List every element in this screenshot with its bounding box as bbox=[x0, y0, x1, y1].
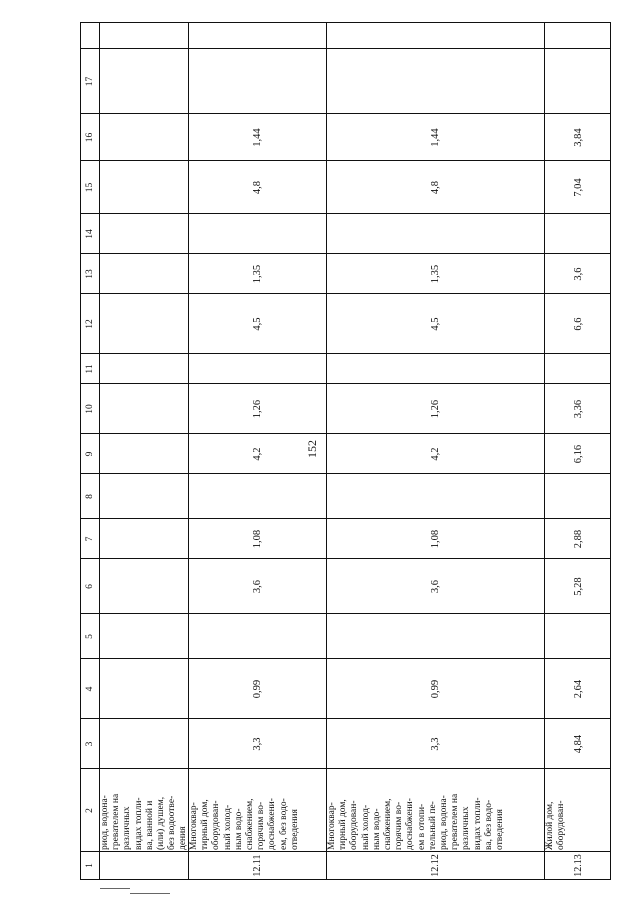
table-cell: 3,6 bbox=[429, 579, 441, 594]
table-cell: 1,35 bbox=[251, 264, 263, 284]
table-cell: 3,36 bbox=[572, 399, 584, 419]
column-header: 4 bbox=[85, 686, 95, 692]
column-header: 15 bbox=[85, 182, 95, 193]
column-header: 6 bbox=[85, 584, 95, 589]
table-cell: 1,35 bbox=[429, 264, 441, 284]
table-cell: 4,8 bbox=[251, 180, 263, 195]
scan-mark bbox=[100, 888, 130, 889]
table-cell: 5,28 bbox=[572, 577, 584, 596]
table-cell: 2,88 bbox=[572, 529, 584, 549]
column-header: 11 bbox=[85, 364, 95, 374]
row-description: Многоквар- тирный дом, оборудован- ный холод- ным водо- снабжением, горячим во- доснабжени- ем, без водо- отведения bbox=[189, 798, 300, 850]
scan-mark bbox=[130, 893, 170, 894]
column-header: 14 bbox=[85, 229, 95, 239]
table-cell: 4,2 bbox=[251, 447, 263, 461]
table-cell: 6,16 bbox=[572, 444, 584, 464]
table-cell: 3,6 bbox=[572, 267, 584, 281]
table-cell: 4,5 bbox=[429, 317, 441, 331]
column-header: 17 bbox=[85, 76, 95, 87]
table-cell: 6,6 bbox=[572, 317, 584, 331]
column-header: 2 bbox=[85, 808, 95, 813]
table-cell: 1,26 bbox=[251, 399, 263, 419]
row-description: Многоквар- тирный дом, оборудован- ный холод- ным водо- снабжением, горячим во- доснабжени- ем в отопи- тельный пе- риод, водона- гревателем на различных видах топли- ва, без водо- отведения bbox=[327, 793, 506, 850]
column-divider bbox=[81, 48, 610, 49]
row-number: 12.13 bbox=[572, 854, 584, 877]
table-cell: 3,3 bbox=[251, 737, 263, 751]
table-cell: 2,64 bbox=[572, 679, 584, 699]
row-number: 12.11 bbox=[251, 854, 263, 877]
table-cell: 3,84 bbox=[572, 128, 584, 147]
table-cell: 3,3 bbox=[429, 737, 441, 751]
page-number: 152 bbox=[305, 440, 319, 458]
table-cell: 1,44 bbox=[429, 128, 441, 147]
table-cell: 1,08 bbox=[251, 529, 263, 549]
table-cell: 4,2 bbox=[429, 447, 441, 461]
table-cell: 1,08 bbox=[429, 529, 441, 549]
table-cell: 0,99 bbox=[251, 679, 263, 699]
row-description: риод, водона- гревателем на различных видах топли- ва, ванной и (или) душем, без водоотве- дения bbox=[100, 793, 189, 850]
column-header: 16 bbox=[85, 132, 95, 143]
column-header: 13 bbox=[85, 269, 95, 279]
column-header: 12 bbox=[85, 319, 95, 329]
table-cell: 3,6 bbox=[251, 579, 263, 594]
table-cell: 4,5 bbox=[251, 317, 263, 331]
row-number: 12.12 bbox=[429, 854, 441, 877]
column-header: 9 bbox=[85, 451, 95, 457]
table-cell: 7,04 bbox=[572, 178, 584, 197]
table-cell: 4,84 bbox=[572, 734, 584, 754]
column-header: 3 bbox=[85, 741, 95, 747]
table-cell: 4,8 bbox=[429, 180, 441, 195]
row-divider bbox=[99, 23, 100, 879]
column-header: 7 bbox=[85, 536, 95, 542]
data-table bbox=[80, 22, 611, 880]
column-header: 5 bbox=[85, 634, 95, 639]
row-description: Жилой дом, оборудован- bbox=[545, 800, 567, 850]
table-cell: 0,99 bbox=[429, 679, 441, 699]
table-cell: 1,26 bbox=[429, 399, 441, 419]
column-header: 1 bbox=[85, 863, 95, 868]
table-cell: 1,44 bbox=[251, 128, 263, 147]
column-header: 10 bbox=[85, 404, 95, 414]
column-header: 8 bbox=[85, 494, 95, 499]
row-number bbox=[99, 852, 188, 879]
